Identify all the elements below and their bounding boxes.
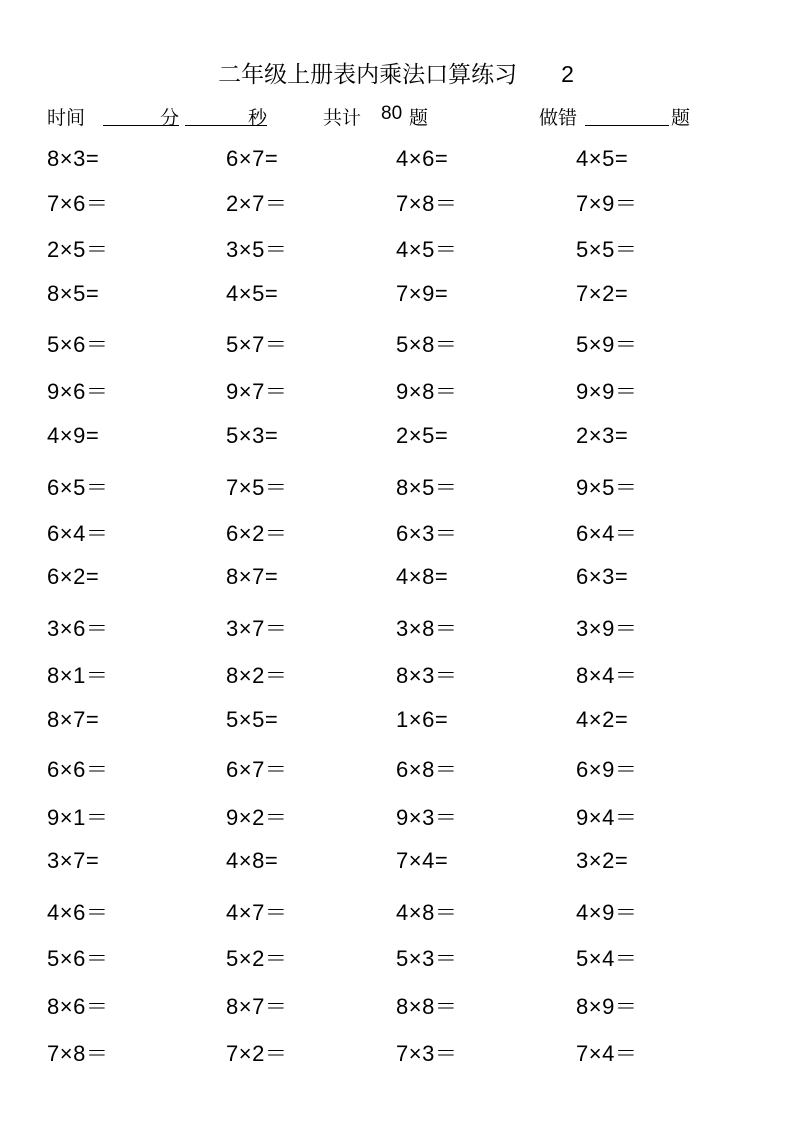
problem-item: 6×2=	[47, 564, 100, 589]
problem-item: 3×7=	[47, 848, 100, 873]
problem-item: 8×6＝	[47, 994, 109, 1019]
problem-item: 3×9＝	[576, 616, 638, 641]
problem-item: 7×8＝	[396, 191, 458, 216]
problem-item: 7×2=	[576, 281, 629, 306]
problem-item: 4×6＝	[47, 900, 109, 925]
title-text: 二年级上册表内乘法口算练习	[218, 62, 518, 88]
problem-item: 6×4＝	[576, 521, 638, 546]
problem-item: 8×9＝	[576, 994, 638, 1019]
problem-item: 2×3=	[576, 423, 629, 448]
problem-item: 3×2=	[576, 848, 629, 873]
worksheet-number: 2	[561, 61, 574, 87]
problem-item: 9×3＝	[396, 805, 458, 830]
problem-item: 8×4＝	[576, 663, 638, 688]
problem-item: 7×4=	[396, 848, 449, 873]
problem-item: 7×2＝	[226, 1041, 288, 1066]
problem-item: 5×2＝	[226, 946, 288, 971]
problem-item: 5×8＝	[396, 332, 458, 357]
problem-item: 8×2＝	[226, 663, 288, 688]
problem-item: 9×9＝	[576, 379, 638, 404]
problem-item: 5×9＝	[576, 332, 638, 357]
problem-item: 4×8＝	[396, 900, 458, 925]
problem-item: 4×7＝	[226, 900, 288, 925]
problem-item: 7×6＝	[47, 191, 109, 216]
problem-item: 6×7=	[226, 146, 279, 171]
problem-item: 7×5＝	[226, 475, 288, 500]
problem-item: 4×5＝	[396, 237, 458, 262]
problem-item: 5×7＝	[226, 332, 288, 357]
problem-item: 3×5＝	[226, 237, 288, 262]
problem-item: 5×5=	[226, 707, 279, 732]
wrong-label: 做错	[539, 107, 578, 129]
problem-item: 7×8＝	[47, 1041, 109, 1066]
problem-item: 4×5=	[576, 146, 629, 171]
problem-item: 8×1＝	[47, 663, 109, 688]
problem-item: 1×6=	[396, 707, 449, 732]
problem-item: 3×7＝	[226, 616, 288, 641]
problem-item: 5×3=	[226, 423, 279, 448]
problem-item: 5×6＝	[47, 332, 109, 357]
problem-item: 8×7=	[226, 564, 279, 589]
problem-item: 8×5＝	[396, 475, 458, 500]
time-label: 时间	[47, 107, 86, 129]
problem-item: 6×3＝	[396, 521, 458, 546]
problem-item: 9×1＝	[47, 805, 109, 830]
problem-item: 7×3＝	[396, 1041, 458, 1066]
problem-item: 6×9＝	[576, 757, 638, 782]
problem-item: 6×6＝	[47, 757, 109, 782]
problem-item: 9×8＝	[396, 379, 458, 404]
problem-item: 4×5=	[226, 281, 279, 306]
total-label: 共计	[323, 107, 362, 129]
problem-item: 8×3＝	[396, 663, 458, 688]
problem-item: 3×8＝	[396, 616, 458, 641]
problem-item: 7×9=	[396, 281, 449, 306]
total-count: 80	[381, 103, 403, 124]
problem-item: 2×7＝	[226, 191, 288, 216]
problem-item: 4×9＝	[576, 900, 638, 925]
problem-item: 4×9=	[47, 423, 100, 448]
problem-item: 8×7＝	[226, 994, 288, 1019]
problem-item: 6×3=	[576, 564, 629, 589]
problem-item: 4×2=	[576, 707, 629, 732]
problem-item: 8×5=	[47, 281, 100, 306]
wrong-unit: 题	[671, 107, 691, 129]
problem-item: 2×5=	[396, 423, 449, 448]
problem-item: 3×6＝	[47, 616, 109, 641]
problem-item: 9×6＝	[47, 379, 109, 404]
total-unit: 题	[409, 107, 429, 129]
problem-item: 5×5＝	[576, 237, 638, 262]
problem-item: 6×8＝	[396, 757, 458, 782]
problem-item: 2×5＝	[47, 237, 109, 262]
problem-item: 8×3=	[47, 146, 100, 171]
problem-item: 9×5＝	[576, 475, 638, 500]
problem-item: 4×6=	[396, 146, 449, 171]
problem-item: 8×8＝	[396, 994, 458, 1019]
problem-item: 6×5＝	[47, 475, 109, 500]
problem-item: 7×4＝	[576, 1041, 638, 1066]
minutes-label: 分	[159, 107, 179, 129]
problem-item: 6×2＝	[226, 521, 288, 546]
problem-item: 5×4＝	[576, 946, 638, 971]
problem-item: 5×6＝	[47, 946, 109, 971]
problem-item: 6×4＝	[47, 521, 109, 546]
problem-item: 8×7=	[47, 707, 100, 732]
problem-item: 7×9＝	[576, 191, 638, 216]
problem-item: 4×8=	[226, 848, 279, 873]
problem-item: 9×2＝	[226, 805, 288, 830]
problem-item: 6×7＝	[226, 757, 288, 782]
problem-item: 9×7＝	[226, 379, 288, 404]
problem-item: 4×8=	[396, 564, 449, 589]
seconds-label: 秒	[247, 107, 267, 129]
problem-item: 5×3＝	[396, 946, 458, 971]
problem-item: 9×4＝	[576, 805, 638, 830]
